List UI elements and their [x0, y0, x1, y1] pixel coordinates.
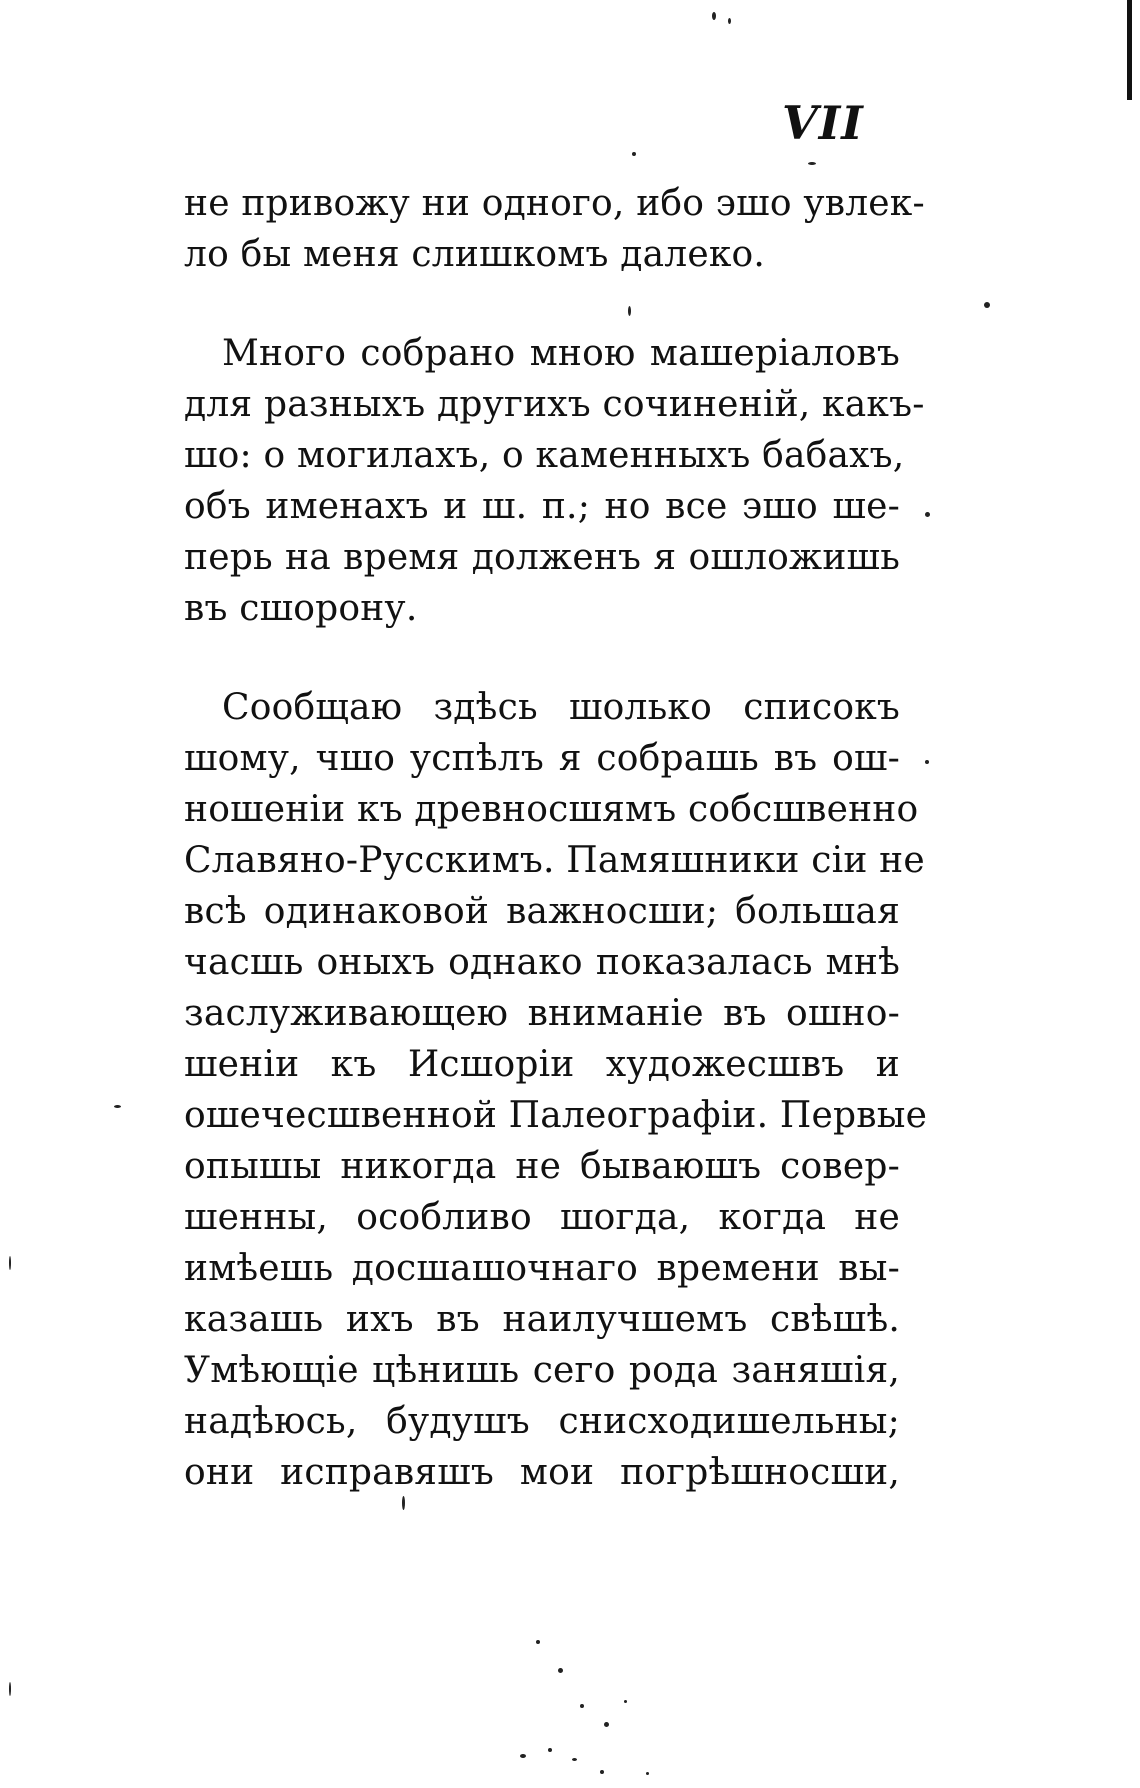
text-line: для разныхъ другихъ сочиненій, какъ- — [184, 384, 925, 425]
text-line: надѣюсь, будушъ снисходишельны; — [184, 1401, 900, 1442]
print-speck — [646, 1772, 649, 1775]
text-line: объ именахъ и ш. п.; но все эшо ше- — [184, 486, 900, 527]
print-speck — [728, 18, 731, 24]
text-line: шенны, особливо шогда, когда не — [184, 1197, 900, 1238]
print-speck — [536, 1640, 540, 1644]
print-speck — [9, 1256, 11, 1270]
text-line: перь на время долженъ я ошложишь — [184, 537, 900, 578]
text-line: казашь ихъ въ наилучшемъ свѣшѣ. — [184, 1299, 900, 1340]
paragraph-3 — [184, 682, 928, 1498]
print-speck — [402, 1496, 405, 1510]
print-speck — [9, 1682, 11, 1696]
print-speck — [114, 1105, 121, 1108]
text-line: они исправяшъ мои погрѣшносши, — [184, 1452, 900, 1493]
text-line: ло бы меня слишкомъ далеко. — [184, 234, 766, 275]
print-speck — [628, 306, 631, 316]
print-speck — [572, 1758, 577, 1761]
print-speck — [808, 162, 816, 165]
text-line: шому, чшо успѣлъ я собрашь въ ош- — [184, 738, 900, 779]
text-line: Много собрано мною машеріаловъ — [222, 333, 900, 374]
text-line: опышы никогда не бываюшъ совер- — [184, 1146, 900, 1187]
text-line: Умѣющіе цѣнишь сего рода заняшія, — [184, 1350, 900, 1391]
print-speck — [984, 302, 990, 308]
text-line: заслуживающею вниманіе въ ошно- — [184, 993, 900, 1034]
print-speck — [600, 1770, 604, 1774]
print-speck — [925, 512, 930, 517]
text-line: ношеніи къ древносшямъ собсшвенно — [184, 789, 919, 830]
text-line: въ сшорону. — [184, 588, 418, 629]
text-line: шеніи къ Исшоріи художесшвъ и — [184, 1044, 900, 1085]
paragraph-1 — [184, 178, 925, 280]
text-line: шо: о могилахъ, о каменныхъ бабахъ, — [184, 435, 905, 476]
print-speck — [624, 1700, 627, 1703]
print-speck — [712, 12, 716, 20]
page-edge-rule — [1127, 0, 1132, 100]
text-line: Славяно-Русскимъ. Памяшники сіи не — [184, 840, 925, 881]
print-speck — [925, 760, 929, 764]
text-line: всѣ одинаковой важносши; большая — [184, 891, 900, 932]
print-speck — [604, 1722, 609, 1727]
paragraph-2 — [184, 328, 925, 634]
print-speck — [558, 1668, 563, 1673]
print-speck — [580, 1704, 584, 1708]
text-line: ошечесшвенной Палеографіи. Первые — [184, 1095, 928, 1136]
page-number: VII — [782, 96, 864, 150]
print-speck — [548, 1748, 552, 1752]
text-line: имѣешь досшашочнаго времени вы- — [184, 1248, 900, 1289]
text-line: не привожу ни одного, ибо эшо увлек- — [184, 183, 925, 224]
text-line: Сообщаю здѣсь шолько списокъ — [222, 687, 900, 728]
print-speck — [632, 152, 636, 156]
print-speck — [520, 1754, 526, 1758]
text-line: часшь оныхъ однако показалась мнѣ — [184, 942, 900, 983]
